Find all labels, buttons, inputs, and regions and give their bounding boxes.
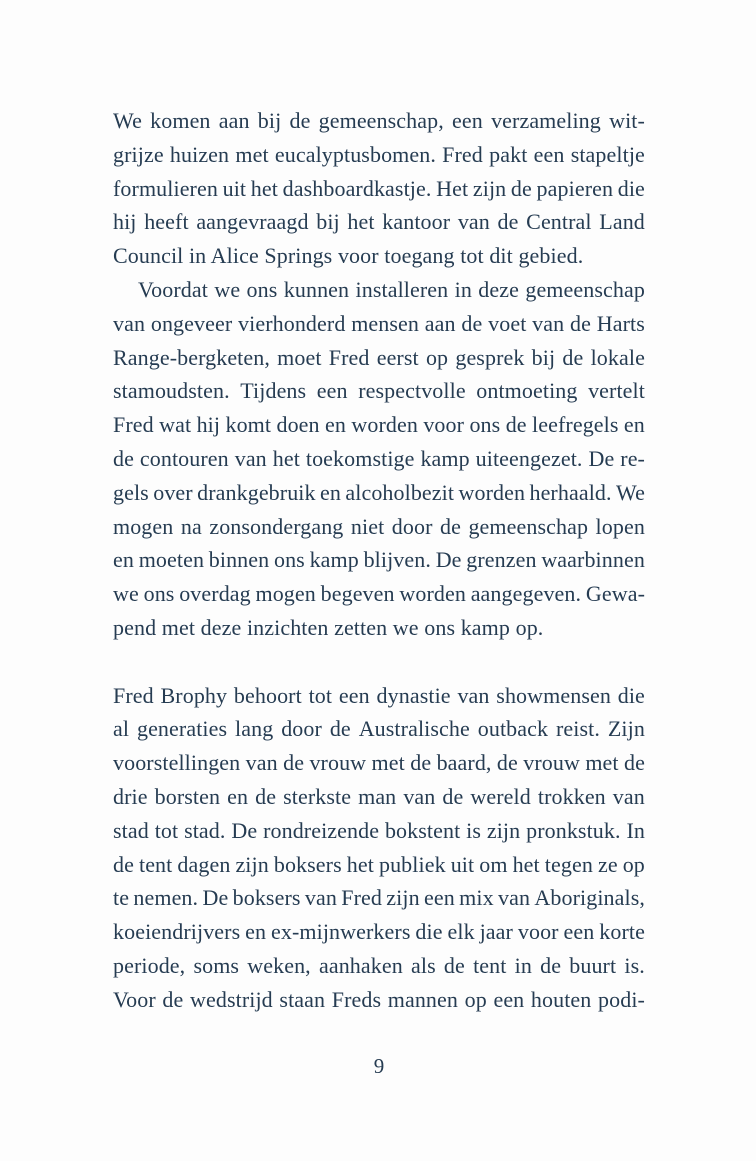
word: wereld xyxy=(470,783,531,809)
word: kantoor xyxy=(382,209,451,235)
word: die xyxy=(415,919,443,945)
word: zijn xyxy=(235,851,269,877)
word: dagen xyxy=(177,851,231,877)
word: bij xyxy=(531,344,556,370)
word: dynastie xyxy=(376,682,451,708)
word: en xyxy=(623,412,645,438)
word: en xyxy=(227,783,249,809)
word: Fred xyxy=(113,682,154,708)
word: drie xyxy=(113,783,148,809)
word: het xyxy=(272,445,300,471)
word: De xyxy=(202,885,229,911)
word: de xyxy=(283,750,305,776)
word: door xyxy=(281,716,322,742)
word: van xyxy=(304,885,337,911)
word: van xyxy=(532,310,565,336)
word: eerst xyxy=(376,344,419,370)
word: Voor xyxy=(113,986,156,1012)
text-line xyxy=(113,307,645,341)
word: reist. xyxy=(555,716,600,742)
word: Freds xyxy=(331,986,382,1012)
word: de xyxy=(510,175,532,201)
word: behoort xyxy=(233,682,302,708)
word: zijn xyxy=(472,175,507,201)
word: Fred xyxy=(442,141,483,167)
word: de xyxy=(162,986,184,1012)
word: de xyxy=(440,513,461,539)
text-line xyxy=(113,543,645,577)
text-line xyxy=(113,949,645,983)
word: van xyxy=(612,783,645,809)
word: grenzen xyxy=(466,547,537,573)
text-line xyxy=(113,712,645,746)
text-line xyxy=(113,408,645,442)
word: Range-bergketen, xyxy=(113,344,270,370)
text-line xyxy=(113,476,645,510)
word: Fred xyxy=(113,412,154,438)
word: is. xyxy=(624,952,645,978)
word: showmensen xyxy=(496,682,611,708)
word: aangegeven. xyxy=(470,581,582,607)
word: de xyxy=(410,750,432,776)
word: Het xyxy=(436,175,469,201)
word: ontmoeting xyxy=(476,378,578,404)
word: rondreizende xyxy=(263,817,380,843)
word: binnen xyxy=(208,547,270,573)
word: van xyxy=(457,209,490,235)
word: de xyxy=(562,344,584,370)
word: niet xyxy=(350,513,385,539)
word: soms xyxy=(193,952,240,978)
word: stapeltje xyxy=(570,141,645,167)
word: de xyxy=(289,108,311,133)
word: papieren xyxy=(536,175,614,201)
word: mix xyxy=(459,885,494,911)
word: het xyxy=(347,209,375,235)
word: lang xyxy=(235,716,274,742)
word: voorstellingen xyxy=(113,750,241,776)
word: heeft xyxy=(144,209,189,235)
word: mannen xyxy=(387,986,458,1012)
word: aanhaken xyxy=(318,952,403,978)
word: Voordat xyxy=(138,276,208,302)
word: Land xyxy=(599,209,645,235)
word: op xyxy=(622,851,645,877)
word: korte xyxy=(599,919,645,945)
word: kamp xyxy=(420,445,470,471)
word: de xyxy=(570,310,591,336)
word: re- xyxy=(620,445,645,471)
paragraph xyxy=(113,679,645,1017)
word: uiteengezet. xyxy=(475,445,583,471)
word: man xyxy=(358,783,397,809)
word: bij xyxy=(316,209,340,235)
word: alcoholbezit xyxy=(345,479,455,505)
word: vrouw xyxy=(523,750,580,776)
word: worden xyxy=(399,581,466,607)
word: de xyxy=(624,750,645,776)
word: boksers xyxy=(273,851,342,877)
text-line: Council in Alice Springs voor toegang tot dit gebied. xyxy=(113,243,584,269)
word: de xyxy=(461,310,483,336)
word: begeven xyxy=(320,581,395,607)
word: hij xyxy=(113,209,137,235)
word: de xyxy=(113,445,134,471)
word: tent xyxy=(138,851,173,877)
text-line xyxy=(113,510,645,544)
text-line xyxy=(113,577,645,611)
word: de xyxy=(443,952,465,978)
word: een xyxy=(424,885,455,911)
word: Gewa- xyxy=(585,581,645,607)
text-line xyxy=(113,848,645,882)
word: zijn xyxy=(486,817,521,843)
text-line: pend met deze inzichten zetten we ons kamp op. xyxy=(113,614,544,640)
word: de xyxy=(442,783,464,809)
word: met xyxy=(585,750,619,776)
text-line xyxy=(113,780,645,814)
word: we xyxy=(113,581,139,607)
word: de xyxy=(497,209,519,235)
word: periode, xyxy=(113,952,186,978)
word: mogen xyxy=(255,581,316,607)
word: wedstrijd xyxy=(190,986,273,1012)
word: De xyxy=(435,547,462,573)
word: zonsondergang xyxy=(209,513,344,539)
word: weken, xyxy=(247,952,311,978)
word: Tijdens xyxy=(240,378,307,404)
word: koeiendrijvers xyxy=(113,919,241,945)
word: uit xyxy=(450,851,475,877)
word: tot xyxy=(308,682,333,708)
word: leefregels xyxy=(532,412,619,438)
word: vrouw xyxy=(309,750,367,776)
word: hij xyxy=(196,412,221,438)
text-line xyxy=(113,205,645,239)
word: elk xyxy=(447,919,475,945)
word: tegen xyxy=(544,851,593,877)
word: een xyxy=(563,919,595,945)
word: stamoudsten. xyxy=(113,378,230,404)
word: van xyxy=(498,885,531,911)
word: grijze xyxy=(113,141,164,167)
word: we xyxy=(214,276,241,302)
paragraph xyxy=(113,273,645,645)
word: kamp xyxy=(309,547,359,573)
word: vertelt xyxy=(588,378,645,404)
word: de xyxy=(540,952,562,978)
word: worden xyxy=(351,412,418,438)
word: Harts xyxy=(596,310,645,336)
word: aan xyxy=(424,310,456,336)
text-line xyxy=(113,442,645,476)
word: contouren xyxy=(139,445,229,471)
word: gemeenschap xyxy=(468,513,589,539)
word: De xyxy=(231,817,258,843)
word: een xyxy=(533,141,565,167)
word: gesprek xyxy=(455,344,525,370)
word: moeten xyxy=(138,547,205,573)
word: overdag xyxy=(179,581,251,607)
text-line xyxy=(113,679,645,713)
word: jaar xyxy=(479,919,513,945)
word: voor xyxy=(423,412,465,438)
word: de xyxy=(505,412,527,438)
word: mensen xyxy=(351,310,420,336)
word: een xyxy=(452,108,483,133)
word: moet xyxy=(277,344,322,370)
word: staan xyxy=(279,986,326,1012)
word: outback xyxy=(477,716,549,742)
word: bij xyxy=(257,108,282,133)
word: dashboardkastje. xyxy=(282,175,432,201)
word: Aboriginals, xyxy=(534,885,645,911)
text-line xyxy=(113,341,645,375)
word: wit- xyxy=(609,108,645,133)
word: in xyxy=(514,952,532,978)
word: deze xyxy=(478,276,519,302)
word: blijven. xyxy=(363,547,431,573)
word: drankgebruik xyxy=(197,479,316,505)
word: baard, xyxy=(436,750,492,776)
word: podi- xyxy=(598,986,645,1012)
word: het xyxy=(250,175,278,201)
word: houten xyxy=(530,986,592,1012)
word: herhaald. xyxy=(529,479,612,505)
word: voet xyxy=(488,310,527,336)
word: eucalyptusbomen. xyxy=(274,141,436,167)
word: wat xyxy=(159,412,192,438)
word: sterkste xyxy=(283,783,352,809)
word: komt xyxy=(225,412,272,438)
word: generaties xyxy=(136,716,228,742)
word: een xyxy=(493,986,525,1012)
text-line xyxy=(113,983,645,1017)
word: boksers xyxy=(232,885,301,911)
word: buurt xyxy=(569,952,617,978)
word: op xyxy=(425,344,449,370)
word: huizen xyxy=(169,141,230,167)
word: de xyxy=(255,783,277,809)
word: aangevraagd xyxy=(196,209,309,235)
word: respectvolle xyxy=(358,378,466,404)
text-line xyxy=(113,273,645,307)
word: formulieren xyxy=(113,175,218,201)
text-line xyxy=(113,172,645,206)
word: een xyxy=(338,682,370,708)
word: te xyxy=(113,885,130,911)
word: uit xyxy=(222,175,247,201)
word: om xyxy=(479,851,508,877)
word: lokale xyxy=(590,344,645,370)
word: stad xyxy=(113,817,149,843)
word: Fred xyxy=(328,344,370,370)
text-line xyxy=(113,138,645,172)
word: Zijn xyxy=(607,716,645,742)
word: als xyxy=(411,952,436,978)
word: lopen xyxy=(595,513,645,539)
word: vierhonderd xyxy=(238,310,346,336)
word: ons xyxy=(469,412,501,438)
word: een xyxy=(316,378,348,404)
word: en xyxy=(113,547,134,573)
word: doen xyxy=(276,412,320,438)
word: al xyxy=(113,716,130,742)
word: Fred xyxy=(341,885,382,911)
word: het xyxy=(512,851,540,877)
word: en xyxy=(245,919,267,945)
word: pakt xyxy=(489,141,528,167)
word: die xyxy=(617,175,645,201)
word: met xyxy=(371,750,405,776)
word: kunnen xyxy=(283,276,350,302)
word: mogen xyxy=(113,513,174,539)
word: gemeenschap, xyxy=(318,108,444,133)
word: komen xyxy=(150,108,211,133)
word: aan xyxy=(218,108,250,133)
text-line xyxy=(113,814,645,848)
word: de xyxy=(329,716,351,742)
word: over xyxy=(153,479,193,505)
word: toekomstige xyxy=(305,445,415,471)
word: ze xyxy=(597,851,618,877)
word: en xyxy=(320,479,341,505)
word: Central xyxy=(526,209,592,235)
word: het xyxy=(346,851,374,877)
word: ons xyxy=(273,547,305,573)
word: nemen. xyxy=(133,885,199,911)
word: ex-mijnwerkers xyxy=(271,919,411,945)
text-block xyxy=(113,104,645,1017)
word: van xyxy=(245,750,278,776)
word: van xyxy=(113,310,146,336)
word: We xyxy=(616,479,645,505)
word: van xyxy=(403,783,436,809)
word: die xyxy=(617,682,645,708)
word: gemeenschap xyxy=(525,276,645,302)
word: waarbinnen xyxy=(541,547,645,573)
word: publiek xyxy=(378,851,446,877)
word: ongeveer xyxy=(150,310,233,336)
paragraph xyxy=(113,104,645,273)
text-line xyxy=(113,374,645,408)
word: gels xyxy=(113,479,149,505)
word: trokken xyxy=(537,783,606,809)
word: met xyxy=(235,141,269,167)
word: ons xyxy=(143,581,175,607)
word: tent xyxy=(473,952,507,978)
word: in xyxy=(454,276,472,302)
word: ons xyxy=(246,276,278,302)
word: door xyxy=(391,513,433,539)
word: is xyxy=(466,817,482,843)
word: tot xyxy=(154,817,179,843)
word: Australische xyxy=(358,716,470,742)
word: zijn xyxy=(386,885,420,911)
text-line xyxy=(113,746,645,780)
word: en xyxy=(325,412,346,438)
text-line xyxy=(113,915,645,949)
word: borsten xyxy=(154,783,221,809)
word: worden xyxy=(458,479,526,505)
word: voor xyxy=(517,919,559,945)
word: na xyxy=(180,513,202,539)
page-number: 9 xyxy=(373,1054,385,1078)
word: van xyxy=(234,445,267,471)
word: bokstent xyxy=(384,817,461,843)
word: op xyxy=(464,986,487,1012)
word: In xyxy=(626,817,645,843)
text-line xyxy=(113,104,645,138)
word: verzameling xyxy=(491,108,601,133)
word: We xyxy=(113,108,142,133)
word: Brophy xyxy=(160,682,228,708)
text-line xyxy=(113,881,645,915)
word: De xyxy=(588,445,615,471)
word: stad. xyxy=(184,817,226,843)
word: de xyxy=(113,851,134,877)
word: installeren xyxy=(355,276,449,302)
word: pronkstuk. xyxy=(526,817,621,843)
word: van xyxy=(457,682,490,708)
word: de xyxy=(496,750,518,776)
